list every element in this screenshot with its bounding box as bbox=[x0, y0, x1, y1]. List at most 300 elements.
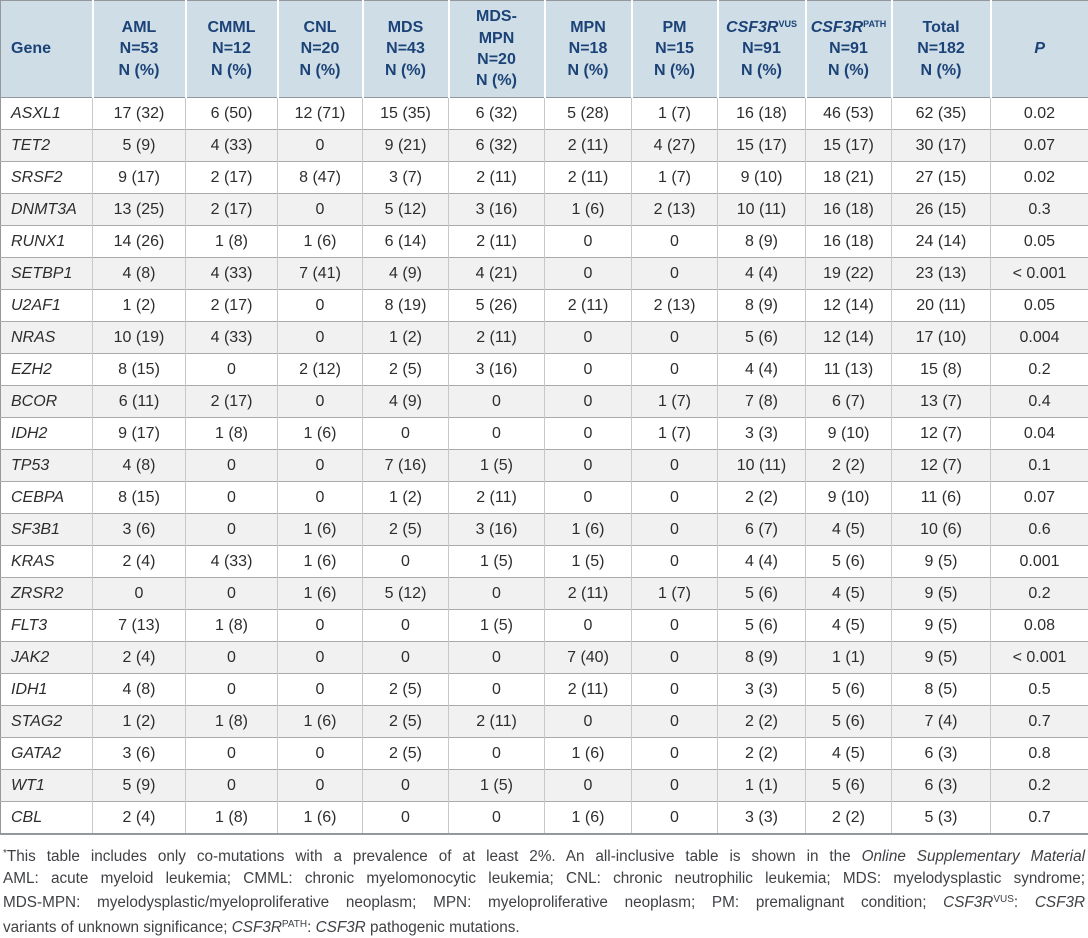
column-header-aml: AML N=53 N (%) bbox=[93, 1, 186, 98]
gene-name: SETBP1 bbox=[1, 258, 93, 290]
cell-value: 5 (6) bbox=[718, 322, 806, 354]
cell-value: 0.7 bbox=[991, 706, 1088, 738]
table-row bbox=[1, 386, 1088, 418]
footnote-line: AML: acute myeloid leukemia; CMML: chronic myelomonocytic leukemia; CNL: chronic neutrophilic leukemia; MDS: myelodysplastic syndrome; bbox=[3, 868, 1085, 890]
cell-value: 1 (2) bbox=[93, 706, 186, 738]
cell-value: 9 (5) bbox=[892, 610, 991, 642]
cell-value: 2 (4) bbox=[93, 802, 186, 835]
cell-value: 2 (5) bbox=[363, 706, 449, 738]
cell-value: 2 (17) bbox=[186, 386, 278, 418]
cell-value: 0.4 bbox=[991, 386, 1088, 418]
cell-value: 0.1 bbox=[991, 450, 1088, 482]
cell-value: 0 bbox=[449, 674, 545, 706]
cell-value: 6 (32) bbox=[449, 98, 545, 130]
cell-value: 6 (7) bbox=[718, 514, 806, 546]
cell-value: 6 (3) bbox=[892, 738, 991, 770]
cell-value: 4 (8) bbox=[93, 450, 186, 482]
column-header-cnl: CNL N=20 N (%) bbox=[278, 1, 363, 98]
cell-value: 3 (16) bbox=[449, 354, 545, 386]
cell-value: 10 (11) bbox=[718, 450, 806, 482]
cell-value: 5 (12) bbox=[363, 578, 449, 610]
cell-value: 0 bbox=[278, 738, 363, 770]
cell-value: 0 bbox=[186, 354, 278, 386]
cell-value: 15 (17) bbox=[718, 130, 806, 162]
cell-value: 9 (17) bbox=[93, 162, 186, 194]
cell-value: 2 (2) bbox=[718, 738, 806, 770]
cell-value: 24 (14) bbox=[892, 226, 991, 258]
table-row bbox=[1, 258, 1088, 290]
cell-value: 1 (7) bbox=[632, 162, 718, 194]
table-row bbox=[1, 546, 1088, 578]
cell-value: 0 bbox=[632, 258, 718, 290]
cell-value: 19 (22) bbox=[806, 258, 892, 290]
cell-value: 12 (14) bbox=[806, 322, 892, 354]
cell-value: 9 (5) bbox=[892, 546, 991, 578]
cell-value: 0 bbox=[545, 482, 632, 514]
cell-value: 0 bbox=[278, 610, 363, 642]
cell-value: 0 bbox=[278, 130, 363, 162]
cell-value: 16 (18) bbox=[718, 98, 806, 130]
cell-value: 2 (17) bbox=[186, 290, 278, 322]
gene-name: ASXL1 bbox=[1, 98, 93, 130]
table-row bbox=[1, 226, 1088, 258]
cell-value: 4 (4) bbox=[718, 354, 806, 386]
footnote-line: *This table includes only co-mutations with a prevalence of at least 2%. An all-inclusive table is shown in the Online Supplementary Material bbox=[3, 843, 1085, 868]
cell-value: 2 (5) bbox=[363, 738, 449, 770]
cell-value: 4 (5) bbox=[806, 738, 892, 770]
gene-name: SF3B1 bbox=[1, 514, 93, 546]
cell-value: 8 (15) bbox=[93, 354, 186, 386]
cell-value: 4 (9) bbox=[363, 258, 449, 290]
column-header-mds: MDS N=43 N (%) bbox=[363, 1, 449, 98]
cell-value: 5 (6) bbox=[806, 770, 892, 802]
cell-value: 0.5 bbox=[991, 674, 1088, 706]
cell-value: 0 bbox=[449, 642, 545, 674]
cell-value: 0.07 bbox=[991, 482, 1088, 514]
cell-value: 0 bbox=[363, 802, 449, 835]
column-header-cmml: CMML N=12 N (%) bbox=[186, 1, 278, 98]
cell-value: 1 (8) bbox=[186, 226, 278, 258]
cell-value: 0.2 bbox=[991, 354, 1088, 386]
cell-value: 0 bbox=[363, 546, 449, 578]
cell-value: 8 (15) bbox=[93, 482, 186, 514]
cell-value: 3 (3) bbox=[718, 674, 806, 706]
cell-value: 1 (1) bbox=[718, 770, 806, 802]
cell-value: 1 (2) bbox=[363, 322, 449, 354]
gene-name: CBL bbox=[1, 802, 93, 835]
cell-value: 12 (71) bbox=[278, 98, 363, 130]
cell-value: 3 (16) bbox=[449, 514, 545, 546]
cell-value: 1 (2) bbox=[93, 290, 186, 322]
cell-value: 0 bbox=[186, 738, 278, 770]
cell-value: 9 (21) bbox=[363, 130, 449, 162]
footnote-line: MDS-MPN: myelodysplastic/myeloproliferative neoplasm; MPN: myeloproliferative neoplasm; PM: premalignant condition; $CSF3R^{VUS}$: CSF3R bbox=[3, 889, 1085, 914]
gene-name: DNMT3A bbox=[1, 194, 93, 226]
gene-name: CEBPA bbox=[1, 482, 93, 514]
cell-value: 0.02 bbox=[991, 98, 1088, 130]
cell-value: 8 (47) bbox=[278, 162, 363, 194]
cell-value: 0 bbox=[632, 514, 718, 546]
cell-value: 10 (6) bbox=[892, 514, 991, 546]
cell-value: 6 (32) bbox=[449, 130, 545, 162]
gene-name: NRAS bbox=[1, 322, 93, 354]
cell-value: 0 bbox=[632, 482, 718, 514]
cell-value: 1 (6) bbox=[278, 578, 363, 610]
cell-value: 1 (7) bbox=[632, 578, 718, 610]
cell-value: 0.7 bbox=[991, 802, 1088, 835]
cell-value: 0.08 bbox=[991, 610, 1088, 642]
cell-value: 0.07 bbox=[991, 130, 1088, 162]
cell-value: 0 bbox=[632, 226, 718, 258]
cell-value: 9 (5) bbox=[892, 578, 991, 610]
cell-value: 0.2 bbox=[991, 770, 1088, 802]
cell-value: 4 (9) bbox=[363, 386, 449, 418]
cell-value: 4 (5) bbox=[806, 610, 892, 642]
cell-value: 0 bbox=[632, 738, 718, 770]
column-header-mds-mpn: MDS- MPN N=20 N (%) bbox=[449, 1, 545, 98]
cell-value: 0 bbox=[449, 386, 545, 418]
cell-value: 12 (7) bbox=[892, 450, 991, 482]
cell-value: < 0.001 bbox=[991, 258, 1088, 290]
cell-value: 0 bbox=[545, 418, 632, 450]
cell-value: 2 (13) bbox=[632, 194, 718, 226]
cell-value: 8 (9) bbox=[718, 290, 806, 322]
cell-value: 4 (33) bbox=[186, 322, 278, 354]
cell-value: 5 (28) bbox=[545, 98, 632, 130]
cell-value: 2 (17) bbox=[186, 194, 278, 226]
gene-name: TET2 bbox=[1, 130, 93, 162]
cell-value: 3 (6) bbox=[93, 514, 186, 546]
cell-value: 1 (8) bbox=[186, 706, 278, 738]
gene-name: BCOR bbox=[1, 386, 93, 418]
cell-value: 0 bbox=[278, 322, 363, 354]
cell-value: 0 bbox=[632, 802, 718, 835]
cell-value: 0.6 bbox=[991, 514, 1088, 546]
cell-value: 16 (18) bbox=[806, 194, 892, 226]
table-row bbox=[1, 450, 1088, 482]
cell-value: 16 (18) bbox=[806, 226, 892, 258]
cell-value: 3 (16) bbox=[449, 194, 545, 226]
column-header-mpn: MPN N=18 N (%) bbox=[545, 1, 632, 98]
table-row bbox=[1, 738, 1088, 770]
table-row bbox=[1, 610, 1088, 642]
cell-value: 9 (5) bbox=[892, 642, 991, 674]
cell-value: 1 (6) bbox=[278, 418, 363, 450]
cell-value: 6 (7) bbox=[806, 386, 892, 418]
cell-value: 10 (11) bbox=[718, 194, 806, 226]
cell-value: 0 bbox=[186, 450, 278, 482]
cell-value: 2 (11) bbox=[545, 162, 632, 194]
cell-value: 2 (11) bbox=[449, 706, 545, 738]
cell-value: 1 (1) bbox=[806, 642, 892, 674]
cell-value: 15 (8) bbox=[892, 354, 991, 386]
cell-value: 1 (8) bbox=[186, 418, 278, 450]
cell-value: 1 (6) bbox=[545, 194, 632, 226]
cell-value: 0 bbox=[449, 738, 545, 770]
cell-value: 1 (6) bbox=[278, 546, 363, 578]
table-row bbox=[1, 674, 1088, 706]
table-row bbox=[1, 290, 1088, 322]
cell-value: 5 (12) bbox=[363, 194, 449, 226]
cell-value: 2 (12) bbox=[278, 354, 363, 386]
cell-value: 0 bbox=[363, 642, 449, 674]
cell-value: 1 (6) bbox=[278, 706, 363, 738]
cell-value: 6 (3) bbox=[892, 770, 991, 802]
cell-value: 0 bbox=[278, 194, 363, 226]
cell-value: 30 (17) bbox=[892, 130, 991, 162]
cell-value: 7 (8) bbox=[718, 386, 806, 418]
cell-value: 0 bbox=[278, 642, 363, 674]
cell-value: 0 bbox=[632, 642, 718, 674]
cell-value: 11 (6) bbox=[892, 482, 991, 514]
cell-value: 2 (4) bbox=[93, 642, 186, 674]
cell-value: 2 (2) bbox=[718, 706, 806, 738]
cell-value: 4 (8) bbox=[93, 258, 186, 290]
cell-value: 0 bbox=[545, 258, 632, 290]
gene-name: KRAS bbox=[1, 546, 93, 578]
cell-value: 0.02 bbox=[991, 162, 1088, 194]
cell-value: 4 (33) bbox=[186, 258, 278, 290]
cell-value: 1 (6) bbox=[545, 802, 632, 835]
cell-value: 5 (3) bbox=[892, 802, 991, 835]
cell-value: 0 bbox=[632, 770, 718, 802]
cell-value: 2 (2) bbox=[806, 802, 892, 835]
cell-value: 0 bbox=[363, 610, 449, 642]
cell-value: 9 (10) bbox=[806, 482, 892, 514]
cell-value: 7 (13) bbox=[93, 610, 186, 642]
cell-value: 3 (3) bbox=[718, 418, 806, 450]
cell-value: 2 (11) bbox=[449, 482, 545, 514]
table-row bbox=[1, 770, 1088, 802]
cell-value: 2 (11) bbox=[545, 674, 632, 706]
cell-value: 2 (11) bbox=[545, 578, 632, 610]
cell-value: 18 (21) bbox=[806, 162, 892, 194]
cell-value: 0 bbox=[545, 226, 632, 258]
cell-value: 2 (5) bbox=[363, 514, 449, 546]
gene-name: RUNX1 bbox=[1, 226, 93, 258]
cell-value: 1 (7) bbox=[632, 418, 718, 450]
cell-value: 5 (9) bbox=[93, 130, 186, 162]
cell-value: 2 (17) bbox=[186, 162, 278, 194]
table-row bbox=[1, 706, 1088, 738]
cell-value: 14 (26) bbox=[93, 226, 186, 258]
cell-value: 1 (5) bbox=[449, 770, 545, 802]
cell-value: 8 (19) bbox=[363, 290, 449, 322]
cell-value: 0 bbox=[363, 770, 449, 802]
cell-value: 0 bbox=[632, 354, 718, 386]
cell-value: 1 (7) bbox=[632, 386, 718, 418]
cell-value: 0 bbox=[632, 674, 718, 706]
cell-value: 4 (5) bbox=[806, 514, 892, 546]
cell-value: < 0.001 bbox=[991, 642, 1088, 674]
table-row bbox=[1, 98, 1088, 130]
cell-value: 2 (11) bbox=[449, 162, 545, 194]
gene-name: GATA2 bbox=[1, 738, 93, 770]
cell-value: 0 bbox=[278, 770, 363, 802]
cell-value: 4 (8) bbox=[93, 674, 186, 706]
cell-value: 12 (7) bbox=[892, 418, 991, 450]
cell-value: 23 (13) bbox=[892, 258, 991, 290]
cell-value: 12 (14) bbox=[806, 290, 892, 322]
gene-name: STAG2 bbox=[1, 706, 93, 738]
cell-value: 1 (5) bbox=[545, 546, 632, 578]
cell-value: 0.2 bbox=[991, 578, 1088, 610]
table-row bbox=[1, 578, 1088, 610]
cell-value: 0 bbox=[449, 418, 545, 450]
cell-value: 0.001 bbox=[991, 546, 1088, 578]
column-header-p: P bbox=[991, 1, 1088, 98]
gene-name: ZRSR2 bbox=[1, 578, 93, 610]
table-row bbox=[1, 514, 1088, 546]
cell-value: 0 bbox=[545, 450, 632, 482]
column-header-csf3r-vus: $CSF3R^{VUS}$ N=91 N (%) bbox=[718, 1, 806, 98]
footnote-line: variants of unknown significance; $CSF3R^{PATH}$: CSF3R pathogenic mutations. bbox=[3, 914, 1085, 938]
cell-value: 1 (6) bbox=[278, 226, 363, 258]
cell-value: 4 (21) bbox=[449, 258, 545, 290]
cell-value: 2 (11) bbox=[545, 130, 632, 162]
gene-name: SRSF2 bbox=[1, 162, 93, 194]
cell-value: 20 (11) bbox=[892, 290, 991, 322]
cell-value: 15 (17) bbox=[806, 130, 892, 162]
cell-value: 1 (8) bbox=[186, 610, 278, 642]
table-row bbox=[1, 162, 1088, 194]
cell-value: 2 (2) bbox=[806, 450, 892, 482]
cell-value: 0 bbox=[632, 610, 718, 642]
column-header-gene: Gene bbox=[1, 1, 93, 98]
cell-value: 0 bbox=[186, 514, 278, 546]
cell-value: 6 (14) bbox=[363, 226, 449, 258]
cell-value: 15 (35) bbox=[363, 98, 449, 130]
table-row bbox=[1, 802, 1088, 835]
cell-value: 1 (6) bbox=[278, 514, 363, 546]
gene-name: IDH2 bbox=[1, 418, 93, 450]
cell-value: 0 bbox=[278, 290, 363, 322]
cell-value: 4 (27) bbox=[632, 130, 718, 162]
cell-value: 1 (7) bbox=[632, 98, 718, 130]
cell-value: 0 bbox=[278, 674, 363, 706]
cell-value: 8 (9) bbox=[718, 642, 806, 674]
cell-value: 1 (5) bbox=[449, 450, 545, 482]
gene-name: JAK2 bbox=[1, 642, 93, 674]
cell-value: 7 (41) bbox=[278, 258, 363, 290]
cell-value: 4 (4) bbox=[718, 258, 806, 290]
cell-value: 2 (5) bbox=[363, 354, 449, 386]
cell-value: 0 bbox=[449, 578, 545, 610]
cell-value: 0.05 bbox=[991, 226, 1088, 258]
column-header-total: Total N=182 N (%) bbox=[892, 1, 991, 98]
cell-value: 4 (5) bbox=[806, 578, 892, 610]
cell-value: 27 (15) bbox=[892, 162, 991, 194]
gene-name: IDH1 bbox=[1, 674, 93, 706]
table-row bbox=[1, 130, 1088, 162]
cell-value: 0 bbox=[632, 706, 718, 738]
cell-value: 2 (2) bbox=[718, 482, 806, 514]
cell-value: 62 (35) bbox=[892, 98, 991, 130]
cell-value: 0 bbox=[93, 578, 186, 610]
cell-value: 1 (8) bbox=[186, 802, 278, 835]
cell-value: 9 (17) bbox=[93, 418, 186, 450]
cell-value: 1 (5) bbox=[449, 546, 545, 578]
cell-value: 26 (15) bbox=[892, 194, 991, 226]
cell-value: 2 (4) bbox=[93, 546, 186, 578]
cell-value: 2 (11) bbox=[449, 226, 545, 258]
cell-value: 5 (6) bbox=[806, 546, 892, 578]
cell-value: 2 (11) bbox=[449, 322, 545, 354]
cell-value: 0.8 bbox=[991, 738, 1088, 770]
cell-value: 13 (25) bbox=[93, 194, 186, 226]
cell-value: 17 (32) bbox=[93, 98, 186, 130]
cell-value: 9 (10) bbox=[718, 162, 806, 194]
gene-name: U2AF1 bbox=[1, 290, 93, 322]
table-row bbox=[1, 482, 1088, 514]
cell-value: 3 (3) bbox=[718, 802, 806, 835]
cell-value: 1 (5) bbox=[449, 610, 545, 642]
cell-value: 0 bbox=[449, 802, 545, 835]
cell-value: 5 (6) bbox=[806, 706, 892, 738]
cell-value: 0 bbox=[186, 482, 278, 514]
cell-value: 6 (11) bbox=[93, 386, 186, 418]
cell-value: 2 (13) bbox=[632, 290, 718, 322]
cell-value: 1 (6) bbox=[545, 738, 632, 770]
cell-value: 5 (6) bbox=[806, 674, 892, 706]
cell-value: 0 bbox=[545, 386, 632, 418]
cell-value: 0.05 bbox=[991, 290, 1088, 322]
cell-value: 0 bbox=[632, 546, 718, 578]
cell-value: 0 bbox=[632, 322, 718, 354]
cell-value: 7 (16) bbox=[363, 450, 449, 482]
gene-name: TP53 bbox=[1, 450, 93, 482]
table-row bbox=[1, 322, 1088, 354]
cell-value: 0 bbox=[186, 578, 278, 610]
gene-name: FLT3 bbox=[1, 610, 93, 642]
cell-value: 46 (53) bbox=[806, 98, 892, 130]
cell-value: 0 bbox=[363, 418, 449, 450]
cell-value: 0 bbox=[545, 610, 632, 642]
column-header-pm: PM N=15 N (%) bbox=[632, 1, 718, 98]
cell-value: 3 (6) bbox=[93, 738, 186, 770]
cell-value: 0 bbox=[278, 450, 363, 482]
cell-value: 4 (33) bbox=[186, 546, 278, 578]
cell-value: 0 bbox=[278, 386, 363, 418]
cell-value: 5 (9) bbox=[93, 770, 186, 802]
cell-value: 0 bbox=[545, 354, 632, 386]
cell-value: 1 (6) bbox=[278, 802, 363, 835]
gene-name: EZH2 bbox=[1, 354, 93, 386]
cell-value: 11 (13) bbox=[806, 354, 892, 386]
table-row bbox=[1, 642, 1088, 674]
cell-value: 0 bbox=[545, 706, 632, 738]
cell-value: 6 (50) bbox=[186, 98, 278, 130]
cell-value: 1 (6) bbox=[545, 514, 632, 546]
cell-value: 2 (11) bbox=[545, 290, 632, 322]
cell-value: 10 (19) bbox=[93, 322, 186, 354]
table-row bbox=[1, 194, 1088, 226]
cell-value: 0.3 bbox=[991, 194, 1088, 226]
cell-value: 8 (5) bbox=[892, 674, 991, 706]
cell-value: 17 (10) bbox=[892, 322, 991, 354]
table-row bbox=[1, 418, 1088, 450]
cell-value: 5 (6) bbox=[718, 578, 806, 610]
header-row bbox=[1, 1, 1088, 98]
cell-value: 5 (6) bbox=[718, 610, 806, 642]
cell-value: 0 bbox=[278, 482, 363, 514]
cell-value: 4 (33) bbox=[186, 130, 278, 162]
cell-value: 13 (7) bbox=[892, 386, 991, 418]
cell-value: 0 bbox=[186, 642, 278, 674]
cell-value: 0 bbox=[186, 770, 278, 802]
column-header-csf3r-path: $CSF3R^{PATH}$ N=91 N (%) bbox=[806, 1, 892, 98]
cell-value: 0.004 bbox=[991, 322, 1088, 354]
